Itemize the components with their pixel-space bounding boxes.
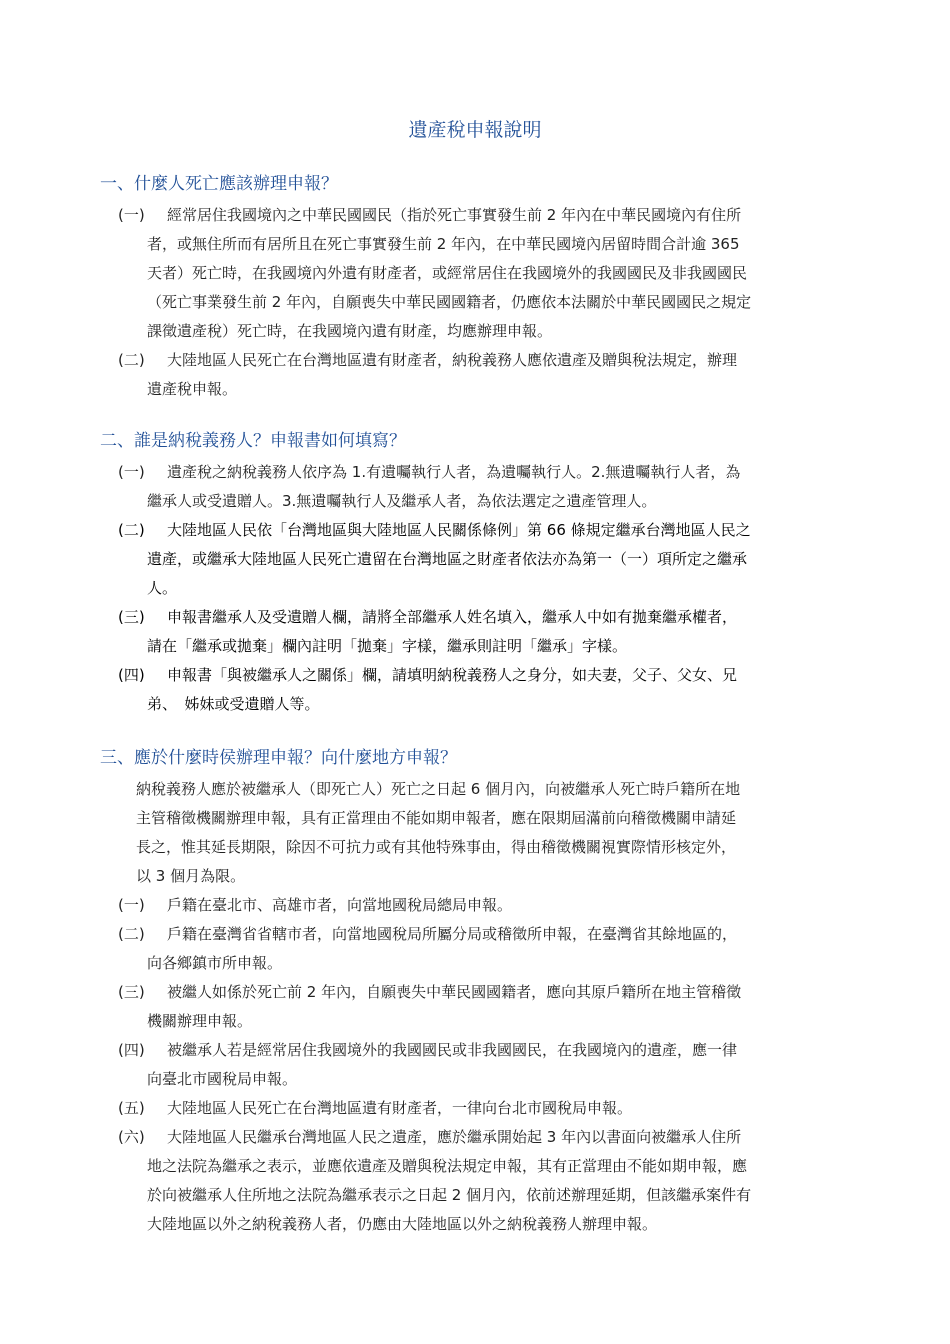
list-item — [100, 1094, 860, 1123]
item-line: 向臺北市國稅局申報。 — [147, 1070, 298, 1088]
item-line: 人。 — [147, 579, 178, 597]
section-intro — [136, 775, 860, 891]
item-line: 大陸地區人民繼承台灣地區人民之遺產，應於繼承開始起 3 年內以書面向被繼承人住所 — [167, 1128, 742, 1146]
item-line: 大陸地區以外之納稅義務人者，仍應由大陸地區以外之納稅義務人辦理申報。 — [147, 1215, 658, 1233]
item-line: 請在「繼承或拋棄」欄內註明「拋棄」字樣，繼承則註明「繼承」字樣。 — [147, 637, 628, 655]
item-number: (二) — [118, 351, 145, 369]
item-text — [147, 978, 860, 1036]
item-text — [147, 920, 860, 978]
item-line: 於向被繼承人住所地之法院為繼承表示之日起 2 個月內，依前述辦理延期，但該繼承案件有 — [147, 1186, 752, 1204]
item-number: (一) — [118, 206, 145, 224]
item-line: 被繼人如係於死亡前 2 年內，自願喪失中華民國國籍者，應向其原戶籍所在地主管稽徵 — [167, 983, 742, 1001]
list-item — [100, 661, 860, 719]
item-line: 向各鄉鎮市所申報。 — [147, 954, 283, 972]
item-line: 大陸地區人民死亡在台灣地區遺有財產者，納稅義務人應依遺產及贈與稅法規定，辦理 — [167, 351, 738, 369]
item-number: (六) — [118, 1128, 145, 1146]
item-line: 大陸地區人民死亡在台灣地區遺有財產者，一律向台北市國稅局申報。 — [167, 1099, 633, 1117]
section-heading: 一、什麼人死亡應該辦理申報？ — [100, 174, 338, 194]
item-text — [147, 1094, 860, 1123]
item-number: (三) — [118, 608, 145, 626]
item-line: 大陸地區人民依「台灣地區與大陸地區人民關係條例」第 66 條規定繼承台灣地區人民之 — [167, 521, 751, 539]
item-text — [147, 1123, 860, 1239]
item-text — [147, 661, 860, 719]
list-item — [100, 891, 860, 920]
section-heading: 三、應於什麼時侯辦理申報？向什麼地方申報？ — [100, 748, 457, 768]
section-heading: 二、誰是納稅義務人？申報書如何填寫？ — [100, 431, 406, 451]
item-line: 弟、 姊妹或受遺贈人等。 — [147, 695, 320, 713]
item-line: 戶籍在臺灣省省轄市者，向當地國稅局所屬分局或稽徵所申報，在臺灣省其餘地區的， — [167, 925, 738, 943]
item-line: 被繼承人若是經常居住我國境外的我國國民或非我國國民，在我國境內的遺產，應一律 — [167, 1041, 738, 1059]
item-line: 地之法院為繼承之表示，並應依遺產及贈與稅法規定申報，其有正當理由不能如期申報，應 — [147, 1157, 748, 1175]
item-number: (五) — [118, 1099, 145, 1117]
list-item — [100, 1036, 860, 1094]
section-3 — [100, 745, 860, 1239]
item-line: 繼承人或受遺贈人。3.無遺囑執行人及繼承人者，為依法選定之遺產管理人。 — [147, 492, 657, 510]
item-number: (二) — [118, 521, 145, 539]
item-line: 遺產稅申報。 — [147, 380, 238, 398]
item-line: 戶籍在臺北市、高雄市者，向當地國稅局總局申報。 — [167, 896, 513, 914]
section-1 — [100, 171, 860, 404]
item-number: (四) — [118, 1041, 145, 1059]
intro-line: 主管稽徵機關辦理申報，具有正當理由不能如期申報者，應在限期屆滿前向稽徵機關申請延 — [136, 809, 737, 827]
item-text — [147, 458, 860, 516]
document-title: 遺產稅申報說明 — [408, 119, 542, 141]
item-line: 申報書繼承人及受遺贈人欄，請將全部繼承人姓名填入，繼承人中如有拋棄繼承權者， — [167, 608, 738, 626]
item-number: (四) — [118, 666, 145, 684]
list-item — [100, 920, 860, 978]
item-number: (一) — [118, 463, 145, 481]
intro-line: 以 3 個月為限。 — [136, 867, 246, 885]
list-item — [100, 603, 860, 661]
list-item — [100, 516, 860, 603]
item-line: 經常居住我國境內之中華民國國民（指於死亡事實發生前 2 年內在中華民國境內有住所 — [167, 206, 742, 224]
item-text — [147, 891, 860, 920]
item-number: (二) — [118, 925, 145, 943]
list-item — [100, 978, 860, 1036]
item-number: (三) — [118, 983, 145, 1001]
item-text — [147, 1036, 860, 1094]
item-line: 天者）死亡時，在我國境內外遺有財產者，或經常居住在我國境外的我國國民及非我國國民 — [147, 264, 748, 282]
item-line: 課徵遺產稅）死亡時，在我國境內遺有財產，均應辦理申報。 — [147, 322, 553, 340]
list-item — [100, 458, 860, 516]
item-line: 申報書「與被繼承人之關係」欄，請填明納稅義務人之身分，如夫妻，父子、父女、兄 — [167, 666, 738, 684]
item-line: （死亡事業發生前 2 年內，自願喪失中華民國國籍者，仍應依本法關於中華民國國民之規定 — [147, 293, 752, 311]
intro-line: 納稅義務人應於被繼承人（即死亡人）死亡之日起 6 個月內，向被繼承人死亡時戶籍所在地 — [136, 780, 741, 798]
item-line: 遺產稅之納稅義務人依序為 1.有遺囑執行人者，為遺囑執行人。2.無遺囑執行人者，為 — [167, 463, 741, 481]
intro-line: 長之，惟其延長期限，除因不可抗力或有其他特殊事由，得由稽徵機關視實際情形核定外， — [136, 838, 737, 856]
list-item — [100, 1123, 860, 1239]
item-text — [147, 516, 860, 603]
item-text — [147, 346, 860, 404]
item-text — [147, 603, 860, 661]
list-item — [100, 346, 860, 404]
section-2 — [100, 428, 860, 719]
item-number: (一) — [118, 896, 145, 914]
item-line: 者，或無住所而有居所且在死亡事實發生前 2 年內，在中華民國境內居留時間合計逾 365 — [147, 235, 740, 253]
item-line: 機關辦理申報。 — [147, 1012, 253, 1030]
item-line: 遺產，或繼承大陸地區人民死亡遺留在台灣地區之財產者依法亦為第一（一）項所定之繼承 — [147, 550, 748, 568]
item-text — [147, 201, 860, 346]
list-item — [100, 201, 860, 346]
